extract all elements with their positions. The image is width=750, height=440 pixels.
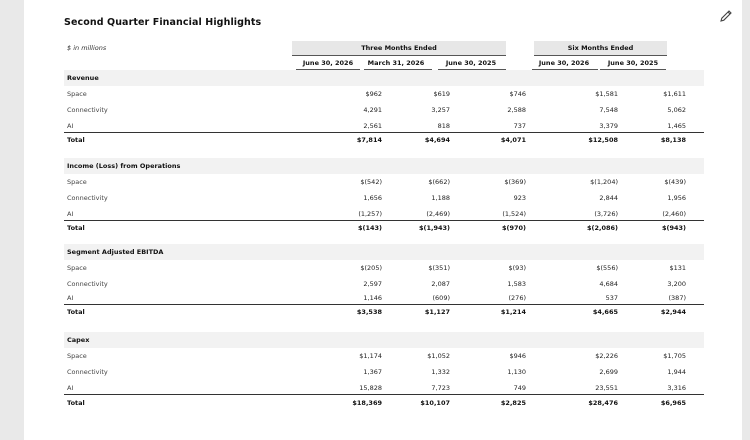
cell-value: 1,332 [431,368,450,376]
section-title: Segment Adjusted EBITDA [67,248,164,256]
cell-value: $2,825 [500,399,526,407]
cell-value: 2,087 [431,280,450,288]
section-header-row [64,70,704,86]
row-label: Total [67,136,85,144]
cell-value: 4,684 [599,280,618,288]
cell-value: $(662) [428,178,450,186]
table-row [64,348,704,364]
cell-value: (276) [508,294,526,302]
cell-value: $2,226 [595,352,618,360]
cell-value: $(351) [428,264,450,272]
section-capex [64,332,704,414]
row-label: Connectivity [67,106,108,114]
cell-value: 1,583 [507,280,526,288]
section-segment-adjusted-ebitda [64,244,704,322]
cell-value: 4,291 [363,106,382,114]
cell-value: 1,130 [507,368,526,376]
cell-value: 2,699 [599,368,618,376]
cell-value: $619 [433,90,450,98]
section-title: Capex [67,336,90,344]
cell-value: (1,257) [358,210,382,218]
cell-value: $(556) [596,264,618,272]
cell-value: 1,146 [363,294,382,302]
cell-value: 1,188 [431,194,450,202]
cell-value: 537 [605,294,618,302]
cell-value: 1,956 [667,194,686,202]
row-label: AI [67,122,74,130]
total-row [64,132,704,148]
column-header: June 30, 2026 [302,59,354,67]
total-row [64,220,704,236]
cell-value: 7,548 [599,106,618,114]
cell-value: $12,508 [588,136,618,144]
row-label: AI [67,294,74,302]
column-header: June 30, 2025 [445,59,497,67]
cell-value: 2,844 [599,194,618,202]
cell-value: $1,705 [663,352,686,360]
row-label: Space [67,90,87,98]
row-label: Space [67,352,87,360]
cell-value: $1,052 [427,352,450,360]
cell-value: 23,551 [595,384,618,392]
cell-value: $1,581 [595,90,618,98]
cell-value: $(369) [504,178,526,186]
cell-value: $131 [669,264,686,272]
cell-value: 3,316 [667,384,686,392]
row-label: Space [67,264,87,272]
cell-value: $(143) [357,224,382,232]
cell-value: $(1,943) [418,224,450,232]
row-label: Space [67,178,87,186]
table-row [64,190,704,206]
section-income-from-operations [64,158,704,236]
cell-value: (2,460) [662,210,686,218]
row-label: Connectivity [67,194,108,202]
cell-value: $(1,204) [590,178,618,186]
cell-value: 1,465 [667,122,686,130]
total-row [64,395,704,411]
row-label: Connectivity [67,280,108,288]
table-row [64,174,704,190]
cell-value: $4,694 [424,136,450,144]
cell-value: 15,828 [359,384,382,392]
cell-value: $8,138 [660,136,686,144]
cell-value: $(205) [360,264,382,272]
cell-value: (609) [432,294,450,302]
group-header-three-months: Three Months Ended [292,41,506,55]
cell-value: (2,469) [426,210,450,218]
group-header-six-months: Six Months Ended [534,41,667,55]
table-row [64,260,704,276]
cell-value: $946 [509,352,526,360]
cell-value: 923 [513,194,526,202]
cell-value: $18,369 [352,399,382,407]
cell-value: 3,379 [599,122,618,130]
cell-value: 2,561 [363,122,382,130]
cell-value: $10,107 [420,399,450,407]
cell-value: $962 [365,90,382,98]
row-label: Total [67,224,85,232]
cell-value: 3,257 [431,106,450,114]
cell-value: $1,214 [500,308,526,316]
cell-value: 818 [437,122,450,130]
cell-value: $(439) [664,178,686,186]
section-revenue [64,70,704,148]
cell-value: 3,200 [667,280,686,288]
cell-value: 2,588 [507,106,526,114]
cell-value: 749 [513,384,526,392]
group-underline [534,55,667,56]
units-note: $ in millions [67,44,107,52]
cell-value: 1,656 [363,194,382,202]
cell-value: (3,726) [594,210,618,218]
cell-value: 737 [513,122,526,130]
column-header: March 31, 2026 [367,59,425,67]
cell-value: $(970) [501,224,526,232]
cell-value: $(93) [508,264,526,272]
cell-value: $6,965 [660,399,686,407]
cell-value: $7,814 [356,136,382,144]
cell-value: $(943) [661,224,686,232]
pencil-icon[interactable] [718,8,734,24]
cell-value: 1,944 [667,368,686,376]
document-page [24,0,742,440]
page-title: Second Quarter Financial Highlights [64,17,262,28]
cell-value: $1,611 [663,90,686,98]
cell-value: $(2,086) [586,224,618,232]
cell-value: $1,174 [359,352,382,360]
section-header-row [64,332,704,348]
row-label: Connectivity [67,368,108,376]
cell-value: 5,062 [667,106,686,114]
cell-value: $2,944 [660,308,686,316]
cell-value: 2,597 [363,280,382,288]
group-underline [292,55,506,56]
row-label: AI [67,384,74,392]
column-header: June 30, 2026 [538,59,590,67]
cell-value: (387) [668,294,686,302]
section-header-row [64,158,704,174]
column-header: June 30, 2025 [607,59,659,67]
cell-value: $1,127 [424,308,450,316]
table-row [64,102,704,118]
cell-value: $746 [509,90,526,98]
section-title: Revenue [67,74,99,82]
row-label: Total [67,308,85,316]
cell-value: 1,367 [363,368,382,376]
table-row [64,364,704,380]
cell-value: $4,665 [592,308,618,316]
cell-value: 7,723 [431,384,450,392]
cell-value: $28,476 [588,399,618,407]
cell-value: $4,071 [500,136,526,144]
row-label: Total [67,399,85,407]
row-label: AI [67,210,74,218]
table-row [64,86,704,102]
cell-value: $(542) [360,178,382,186]
section-title: Income (Loss) from Operations [67,162,181,170]
section-header-row [64,244,704,260]
total-row [64,304,704,320]
cell-value: (1,524) [502,210,526,218]
cell-value: $3,538 [356,308,382,316]
